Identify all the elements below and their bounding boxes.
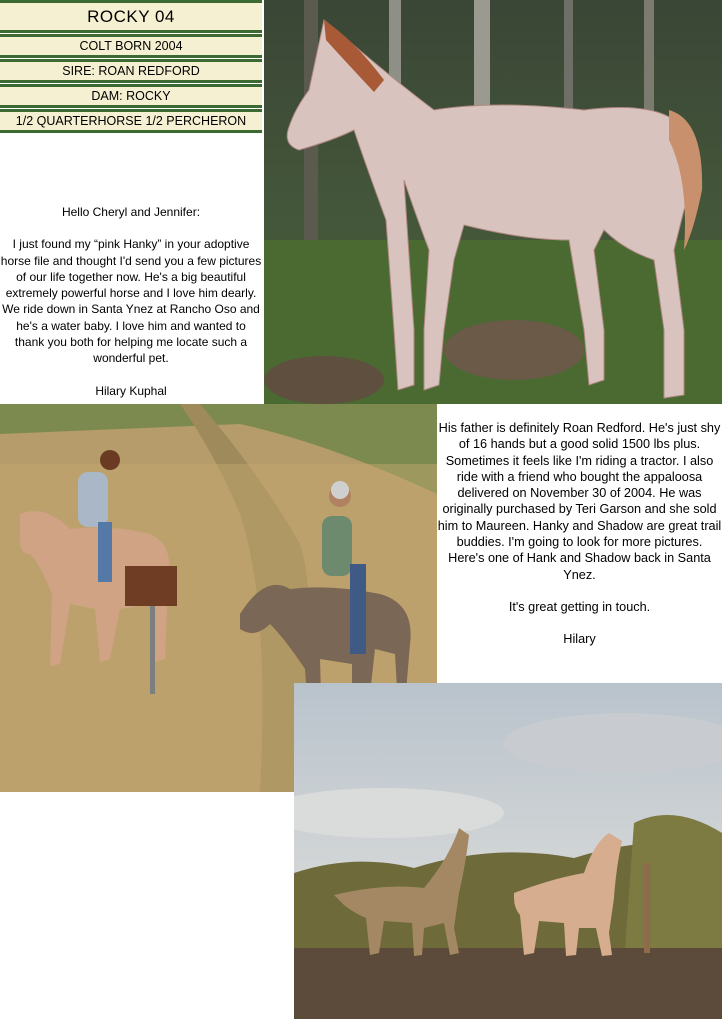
foal-photo bbox=[264, 0, 722, 404]
letter2-body: His father is definitely Roan Redford. He's just shy of 16 hands but a good solid 1500 lbs plus. Sometimes it feels like I'm riding a tractor. I also ride with a friend who bought the appaloosa delivered on November 30 of 2004. He was originally purchased by Teri Garson and she sold him to Maureen. Hanky and Shadow are great trail buddies. I'm going to look for more pictures. Here's one of Hank and Shadow back in Santa Ynez. bbox=[437, 421, 722, 582]
sire-line: SIRE: ROAN REDFORD bbox=[0, 59, 262, 83]
pasture-photo bbox=[294, 683, 722, 1019]
letter-greeting: Hello Cheryl and Jennifer: bbox=[61, 205, 201, 219]
birth-line: COLT BORN 2004 bbox=[0, 34, 262, 58]
letter2-signature: Hilary bbox=[563, 632, 596, 647]
letter-block bbox=[0, 204, 262, 415]
letter-signature: Hilary Kuphal bbox=[95, 383, 167, 398]
letter-body: I just found my “pink Hanky” in your adoptive horse file and thought I'd send you a few pictures of our life together now. He's a big beautiful extremely powerful horse and I love him dearly. We ride down in Santa Ynez at Rancho Oso and he's a water baby. I love him and wanted to thank you both for helping me locate such a wonderful pet. bbox=[0, 237, 262, 366]
breed-line: 1/2 QUARTERHORSE 1/2 PERCHERON bbox=[0, 109, 262, 133]
letter2-block bbox=[437, 420, 722, 664]
page-title: ROCKY 04 bbox=[0, 0, 262, 33]
dam-line: DAM: ROCKY bbox=[0, 84, 262, 108]
letter2-closing: It's great getting in touch. bbox=[508, 599, 651, 614]
